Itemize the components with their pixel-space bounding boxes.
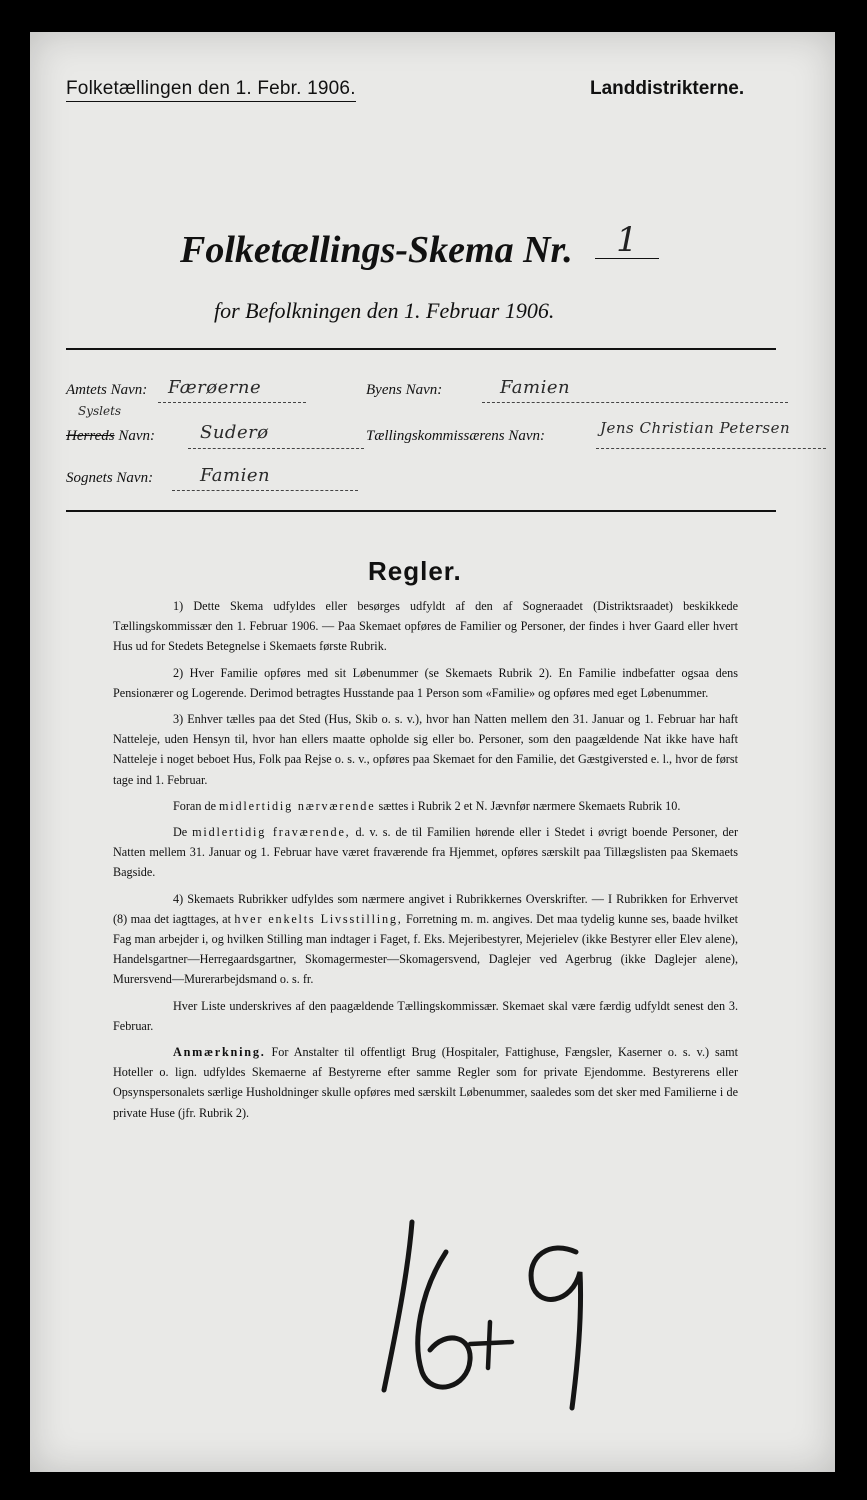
handwritten-total xyxy=(350,1212,610,1412)
kommissaer-value: Jens Christian Petersen xyxy=(600,419,791,437)
amt-label: Amtets Navn: xyxy=(66,382,148,398)
rule-3c-pre: De xyxy=(173,825,188,840)
form-title: Folketællings-Skema Nr. xyxy=(180,229,573,271)
rules-body xyxy=(113,596,738,1129)
annotation-text: For Anstalter til offentligt Brug (Hospitaler, Fattighuse, Fængsler, Kaserner o. s. v.) samt Hoteller o. lign. udfyldes Skemaerne af Bestyrerne efter samme Regler som for private Ejendomme. Bestyrerens eller Opsynspersonalets særlige Husholdninger skulle opføres med særskilt Løbenummer, saaledes som det sker med Familierne i de private Huse (jfr. Rubrik 2). xyxy=(113,1045,738,1120)
rule-4b: Hver Liste underskrives af den paagældende Tællingskommissær. Skemaet skal være færdig udfyldt senest den 3. Februar. xyxy=(113,998,738,1033)
form-subtitle: for Befolkningen den 1. Februar 1906. xyxy=(214,298,555,323)
annotation xyxy=(113,1042,738,1123)
byens-label: Byens Navn: xyxy=(366,382,443,398)
census-form-page xyxy=(30,32,835,1472)
rule-3c-spaced: midlertidig fraværende, xyxy=(192,825,351,840)
rules-heading: Regler. xyxy=(368,556,462,586)
rule-3b xyxy=(113,796,738,816)
annotation-label: Anmærkning. xyxy=(173,1045,266,1060)
byens-value: Famien xyxy=(500,377,571,398)
herred-value: Suderø xyxy=(200,422,269,443)
herred-label xyxy=(66,428,155,445)
rule-4-spaced: hver enkelts Livsstilling, xyxy=(234,911,403,926)
rule-2: 2) Hver Familie opføres med sit Løbenummer (se Skemaets Rubrik 2). En Familie indbefatter ogsaa dens Pensionærer og Logerende. Derimod betragtes Husstande paa 1 Person som «Familie» og opføres med eget Løbenummer. xyxy=(113,665,738,700)
syssel-correction: Syslets xyxy=(78,404,122,418)
rule-4-post: Forretning m. m. angives. Det maa tydelig kunne ses, baade hvilket Fag man arbejder i, og hvilken Stilling man indtager i Faget, f. Eks. Mejeribestyrer, Mejerielev (ikke Bestyrer eller Elev alene), Handelsgartner—Herregaardsgartner, Skomagermester—Skomagersvend, Daglejer ved Agerbrug (ikke Daglejer alene), Murersvend—Murerarbejdsmand o. s. fr. xyxy=(113,911,738,987)
form-number: 1 xyxy=(595,222,659,259)
rule-3b-pre: Foran de xyxy=(173,798,216,813)
district-type-header: Landdistrikterne. xyxy=(590,78,745,99)
kommissaer-label: Tællingskommissærens Navn: xyxy=(366,428,546,444)
census-date-header: Folketællingen den 1. Febr. 1906. xyxy=(66,78,356,102)
divider-bottom xyxy=(66,510,776,512)
rule-4-pre: 4) Skemaets Rubrikker udfyldes som nærmere angivet i Rubrikkernes Overskrifter. — I Rubrikken for Erhvervet (8) maa det iagttages, at xyxy=(113,891,738,926)
rule-3: 3) Enhver tælles paa det Sted (Hus, Skib o. s. v.), hvor han Natten mellem den 31. Januar og 1. Februar har haft Natteleje, uden Hensyn til, hvor han ellers maatte opholde sig eller bo. Personer, som den paagældende Nat ikke have haft Natteleje i noget beboet Hus, Folk paa Rejse o. s. v., opføres paa Skemaet for den Familie, det Gæstgiversted e. l., hvor de først tage ind 1. Februar. xyxy=(113,712,738,787)
rule-3b-spaced: midlertidig nærværende xyxy=(219,798,376,813)
sogn-label: Sognets Navn: xyxy=(66,470,154,486)
sogn-value: Famien xyxy=(200,465,271,486)
divider-top xyxy=(66,348,776,350)
herred-label-suffix: Navn: xyxy=(118,428,156,444)
rule-3c-post: d. v. s. de til Familien hørende eller i Stedet i øvrigt boende Personer, der Natten mellem 31. Januar og 1. Februar have været fraværende fra Hjemmet, opføres særskilt paa Tillægslisten paa Skemaets Bagside. xyxy=(113,825,739,880)
rule-4 xyxy=(113,889,738,990)
amt-value: Færøerne xyxy=(168,377,262,398)
rule-3b-post: sættes i Rubrik 2 et N. Jævnfør nærmere Skemaets Rubrik 10. xyxy=(378,798,681,813)
herred-struck-word: Herreds xyxy=(66,428,115,444)
rule-1: 1) Dette Skema udfyldes eller besørges udfyldt af den af Sogneraadet (Distriktsraadet) beskikkede Tællingskommissær den 1. Februar 1906. — Paa Skemaet opføres de Familier og Personer, der findes i hver Gaard eller hvert Hus ud for Stedets Betegnelse i Skemaets første Rubrik. xyxy=(113,599,738,654)
rule-3c xyxy=(113,822,738,883)
